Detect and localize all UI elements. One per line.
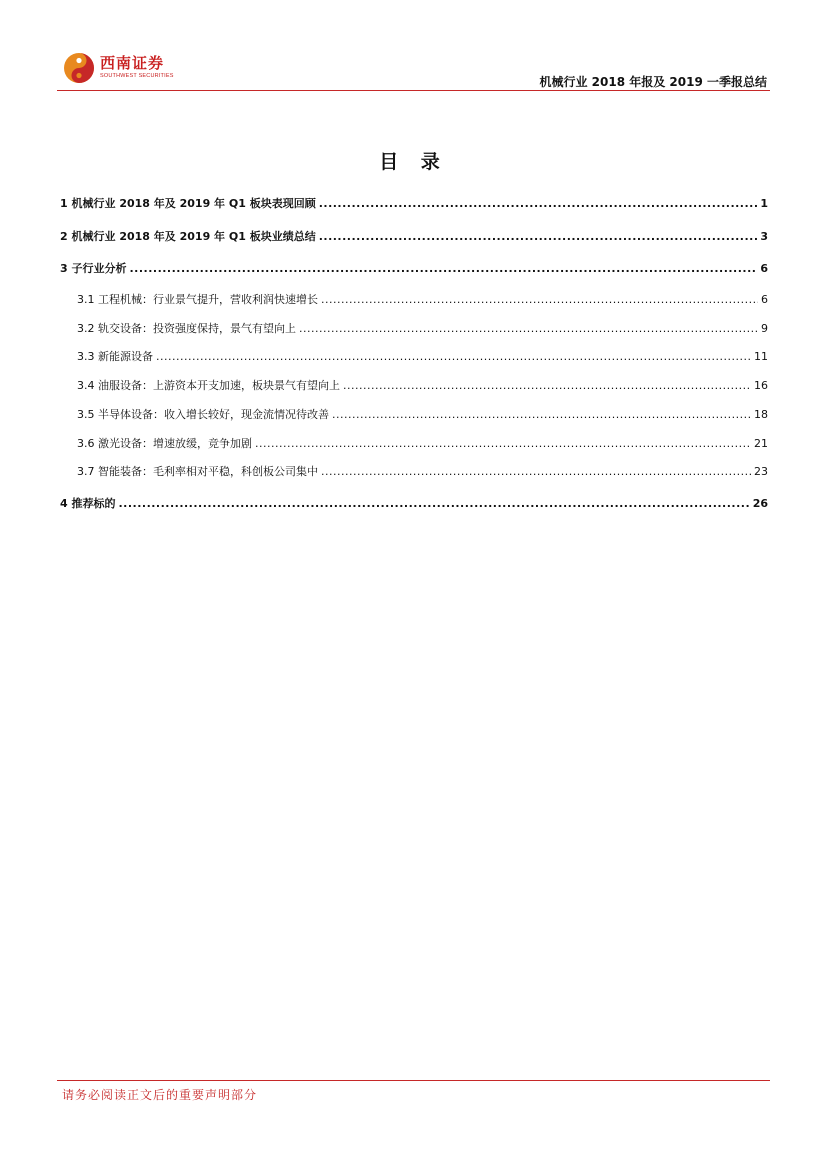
table-of-contents — [0, 0, 827, 520]
toc-entry[interactable] — [60, 228, 768, 246]
toc-entry-page: 6 — [761, 293, 768, 306]
toc-dot-leader — [299, 322, 758, 335]
toc-entry-label: 新能源设备 — [98, 350, 153, 363]
toc-dot-leader — [343, 379, 751, 392]
toc-entry-label: 推荐标的 — [71, 497, 116, 510]
toc-subentry[interactable] — [77, 406, 768, 424]
toc-entry-page: 1 — [760, 197, 768, 210]
toc-entry-page: 18 — [754, 408, 768, 421]
toc-subentry[interactable] — [77, 463, 768, 481]
toc-entry[interactable] — [60, 260, 768, 278]
toc-entry-number: 3.3 — [77, 350, 95, 363]
toc-entry-label: 轨交设备：投资强度保持，景气有望向上 — [98, 322, 296, 335]
toc-dot-leader — [321, 465, 751, 478]
report-title: 机械行业 2018 年报及 2019 一季报总结 — [539, 75, 767, 89]
toc-dot-leader — [319, 197, 758, 210]
toc-entry-label: 激光设备：增速放缓，竞争加剧 — [98, 437, 252, 450]
toc-entry-label: 油服设备：上游资本开支加速，板块景气有望向上 — [98, 379, 340, 392]
toc-entry-number: 3.4 — [77, 379, 95, 392]
logo-english-name: SOUTHWEST SECURITIES — [100, 73, 174, 80]
toc-dot-leader — [156, 350, 751, 363]
toc-entry-number: 2 — [60, 230, 68, 243]
toc-dot-leader — [119, 497, 750, 510]
toc-entry-number: 4 — [60, 497, 68, 510]
toc-entry-page: 23 — [754, 465, 768, 478]
toc-subentry[interactable] — [77, 291, 768, 309]
toc-entry-page: 9 — [761, 322, 768, 335]
toc-entry-number: 3.1 — [77, 293, 95, 306]
footer-disclaimer: 请务必阅读正文后的重要声明部分 — [62, 1088, 258, 1102]
toc-entry-number: 3 — [60, 262, 68, 275]
toc-entry-number: 3.5 — [77, 408, 95, 421]
logo-chinese-name: 西南证券 — [100, 54, 165, 73]
toc-entry-label: 半导体设备：收入增长较好，现金流情况待改善 — [98, 408, 329, 421]
toc-entry-number: 3.2 — [77, 322, 95, 335]
toc-entry-page: 21 — [754, 437, 768, 450]
toc-subentry[interactable] — [77, 435, 768, 453]
toc-dot-leader — [255, 437, 751, 450]
toc-entry[interactable] — [60, 195, 768, 213]
toc-entry-number: 3.6 — [77, 437, 95, 450]
toc-heading: 目 录 — [379, 151, 448, 173]
toc-entry-label: 机械行业 2018 年及 2019 年 Q1 板块业绩总结 — [71, 230, 316, 243]
toc-entry-page: 26 — [752, 497, 768, 510]
toc-dot-leader — [332, 408, 751, 421]
footer-divider — [57, 1080, 770, 1081]
toc-entry-label: 工程机械：行业景气提升，营收利润快速增长 — [98, 293, 318, 306]
toc-subentry[interactable] — [77, 377, 768, 395]
toc-entry-number: 1 — [60, 197, 68, 210]
toc-dot-leader — [321, 293, 758, 306]
toc-dot-leader — [319, 230, 758, 243]
toc-entry-page: 16 — [754, 379, 768, 392]
toc-entry-label: 子行业分析 — [71, 262, 127, 275]
toc-entry-number: 3.7 — [77, 465, 95, 478]
toc-subentry[interactable] — [77, 348, 768, 366]
toc-entry[interactable] — [60, 495, 768, 513]
toc-subentry[interactable] — [77, 320, 768, 338]
toc-dot-leader — [130, 262, 758, 275]
toc-entry-page: 6 — [760, 262, 768, 275]
toc-entry-label: 智能装备：毛利率相对平稳，科创板公司集中 — [98, 465, 318, 478]
toc-entry-page: 3 — [760, 230, 768, 243]
toc-entry-label: 机械行业 2018 年及 2019 年 Q1 板块表现回顾 — [71, 197, 316, 210]
toc-entry-page: 11 — [754, 350, 768, 363]
